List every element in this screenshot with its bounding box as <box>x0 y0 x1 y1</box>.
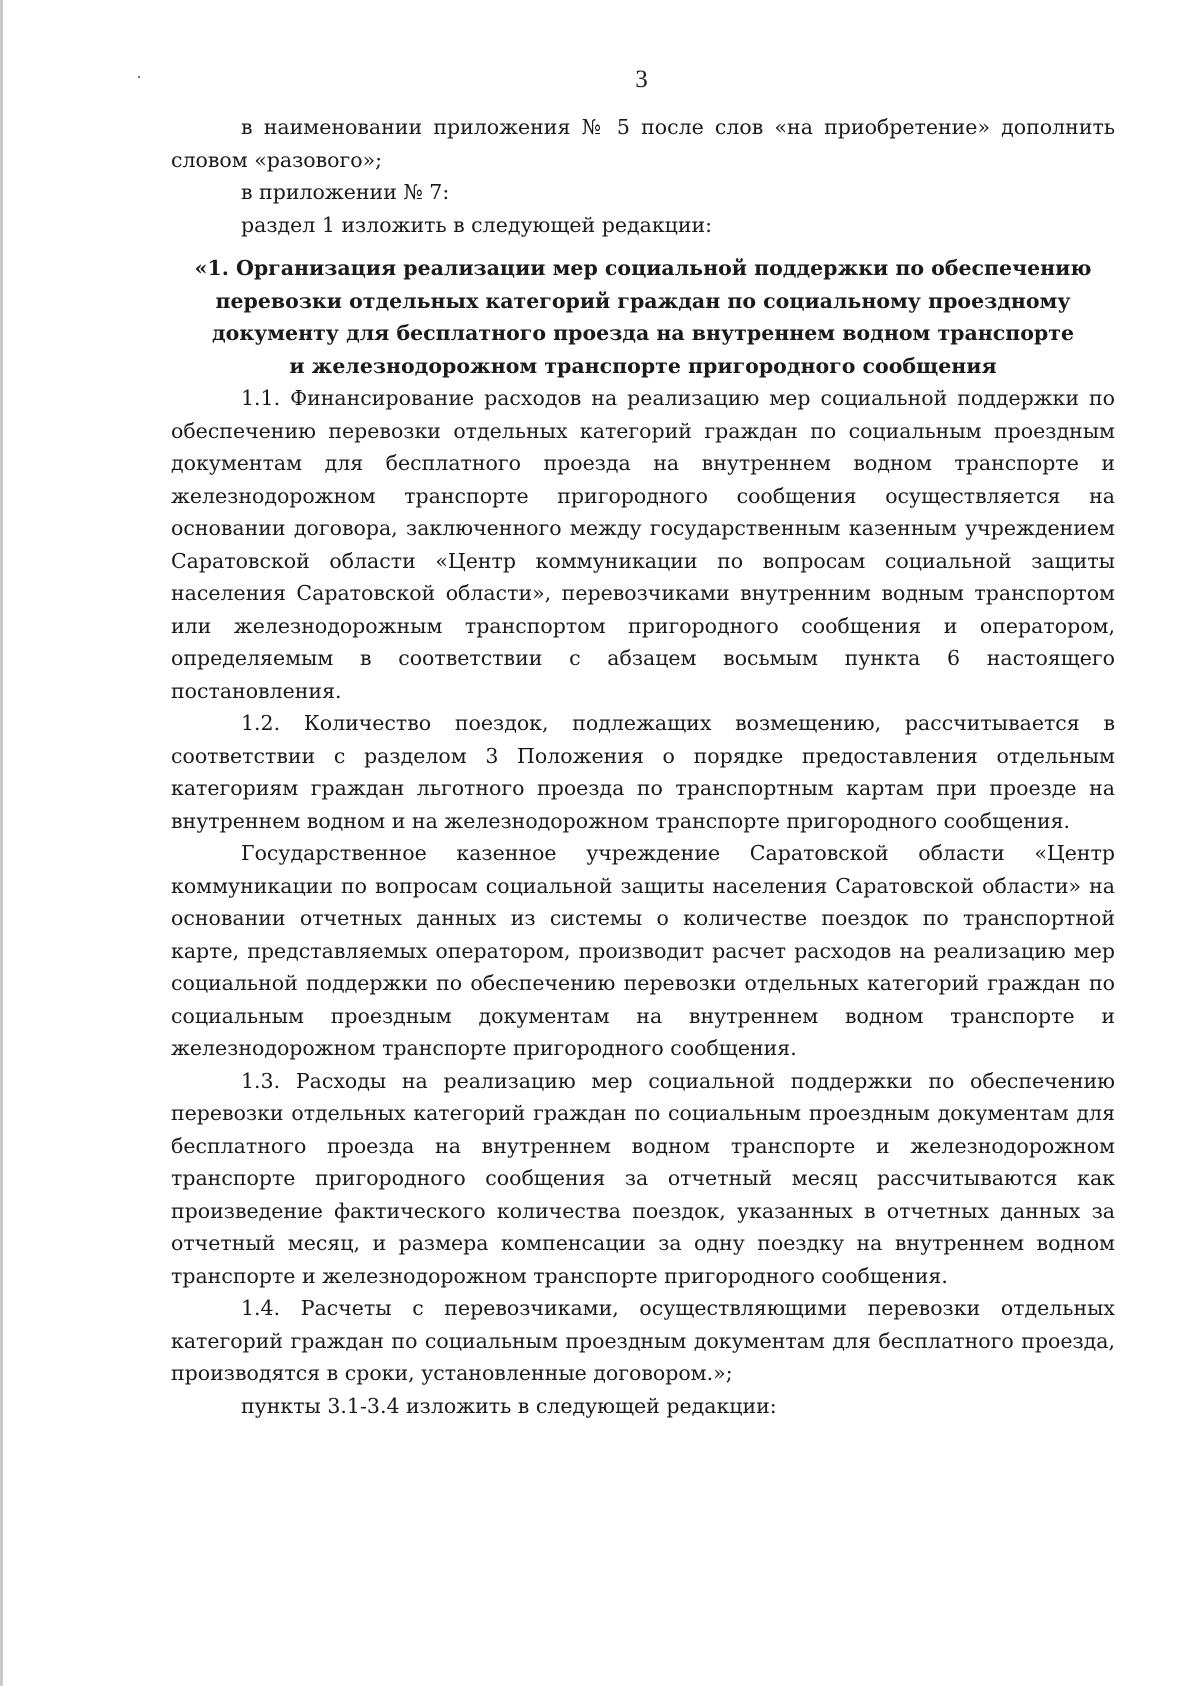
paragraph-intro-3: раздел 1 изложить в следующей редакции: <box>241 212 713 237</box>
paragraph-1-2: 1.2. Количество поездок, подлежащих возмещению, рассчитывается в соответствии с разделом 3 Положения о порядке предоставления отдельным категориям граждан льготного проезда по транспортным картам при проезде на внутреннем водном и на железнодорожном транспорте пригородного сообщения. <box>171 711 1115 833</box>
paragraph-1-1: 1.1. Финансирование расходов на реализацию мер социальной поддержки по обеспечению перевозки отдельных категорий граждан по социальным проездным документам для бесплатного проезда на внутреннем водном транспорте и железнодорожном транспорте пригородного сообщения осуществляется на основании договора, заключенного между государственным казенным учреждением Саратовской области «Центр коммуникации по вопросам социальной защиты населения Саратовской области», перевозчиками внутренним водным транспортом или железнодорожным транспортом пригородного сообщения и оператором, определяемым в соответствии с абзацем восьмым пункта 6 настоящего постановления. <box>171 386 1115 703</box>
paragraph-1-4: 1.4. Расчеты с перевозчиками, осуществляющими перевозки отдельных категорий граждан по социальным проездным документам для бесплатного проезда, производятся в сроки, установленные договором.»; <box>171 1296 1115 1385</box>
heading-line: «1. Организация реализации мер социальной поддержки по обеспечению <box>194 256 1092 280</box>
document-text <box>171 111 1115 1422</box>
paragraph-1-2-continued: Государственное казенное учреждение Саратовской области «Центр коммуникации по вопросам социальной защиты населения Саратовской области» на основании отчетных данных из системы о количестве поездок по транспортной карте, представляемых оператором, производит расчет расходов на реализацию мер социальной поддержки по обеспечению перевозки отдельных категорий граждан по социальным проездным документам на внутреннем водном транспорте и железнодорожном транспорте пригородного сообщения. <box>171 841 1115 1060</box>
paragraph-intro-1: в наименовании приложения № 5 после слов «на приобретение» дополнить словом «разового»; <box>171 115 1115 172</box>
heading-line: перевозки отдельных категорий граждан по социальному проездному <box>215 288 1071 313</box>
page-number: 3 <box>635 66 648 93</box>
paragraph-1-3: 1.3. Расходы на реализацию мер социальной поддержки по обеспечению перевозки отдельных категорий граждан по социальным проездным документам для бесплатного проезда на внутреннем водном транспорте и железнодорожном транспорте пригородного сообщения за отчетный месяц рассчитываются как произведение фактического количества поездок, указанных в отчетных данных за отчетный месяц, и размера компенсации за одну поездку на внутреннем водном транспорте и железнодорожном транспорте пригородного сообщения. <box>171 1068 1115 1288</box>
heading-line: и железнодорожном транспорте пригородного сообщения <box>289 353 997 378</box>
heading-line: документу для бесплатного проезда на внутреннем водном транспорте <box>211 321 1075 345</box>
paragraph-intro-2: в приложении № 7: <box>241 180 450 204</box>
scan-edge <box>0 0 3 1686</box>
section-heading <box>171 252 1115 382</box>
paragraph-points-3-1-3-4: пункты 3.1-3.4 изложить в следующей редакции: <box>241 1393 777 1418</box>
